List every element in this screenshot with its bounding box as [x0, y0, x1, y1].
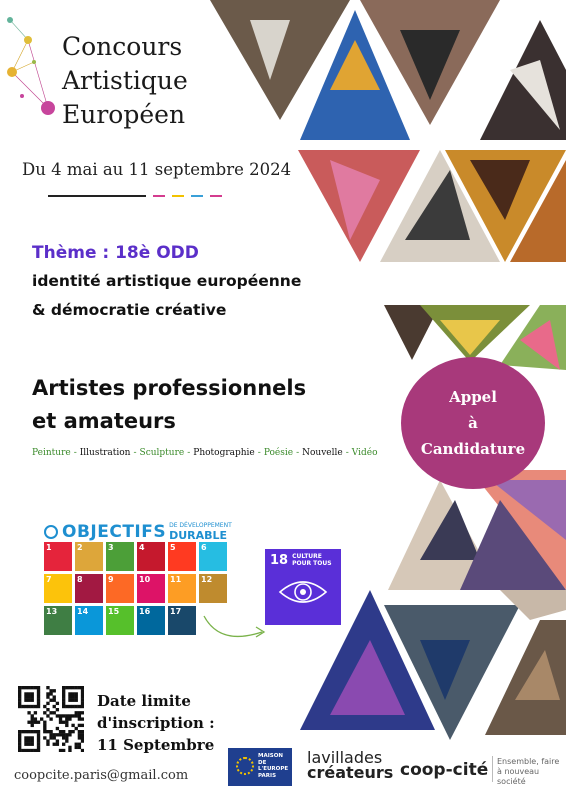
registration-deadline	[97, 690, 215, 756]
theme-heading: Thème : 18è ODD	[32, 243, 199, 263]
villa-logo-line: créateurs	[307, 763, 394, 782]
sdg-header-sub1: DE DÉVELOPPEMENT	[169, 522, 232, 529]
discipline-item: Poésie	[263, 448, 294, 458]
accent-dash	[172, 195, 184, 197]
sdg18-label: CULTURE	[292, 553, 322, 560]
sdg-goal-tile: 13	[44, 606, 72, 635]
appel-line: Appel	[449, 388, 497, 406]
logo-divider	[492, 756, 493, 782]
discipline-item: Illustration	[79, 448, 131, 458]
coop-cite-tagline	[497, 757, 566, 787]
eye-icon	[270, 568, 336, 614]
accent-dash	[210, 195, 222, 197]
coop-cite-tagline-line: Ensemble, faire	[497, 757, 560, 766]
title-line: Artistique	[62, 66, 188, 95]
villa-des-createurs-logo	[307, 750, 393, 780]
sdg-goal-tile: 4	[137, 542, 165, 571]
appel-line: Candidature	[420, 440, 526, 458]
title-line: Européen	[62, 100, 186, 129]
deadline-line: Date limite	[97, 692, 191, 710]
sdg18-tile	[265, 549, 341, 625]
audience-line: et amateurs	[32, 409, 176, 433]
audience-line: Artistes professionnels	[32, 376, 307, 400]
sdg-goal-tile: 16	[137, 606, 165, 635]
sdg-goal-tile: 2	[75, 542, 103, 571]
deadline-line: 11 Septembre	[97, 736, 215, 754]
divider-rule	[48, 195, 146, 197]
sdg-goal-tile: 15	[106, 606, 134, 635]
sdg-goal-tile: 1	[44, 542, 72, 571]
appel-line: à	[468, 414, 478, 432]
contest-dates: Du 4 mai au 11 septembre 2024	[22, 160, 292, 179]
sdg-goal-tile: 7	[44, 574, 72, 603]
title-line: Concours	[62, 32, 183, 61]
sdg-goals-grid	[44, 542, 224, 635]
sdg-header-main: OBJECTIFS	[62, 522, 167, 542]
sdg-header-sub2: DURABLE	[169, 529, 228, 542]
sdg-goal-tile: 17	[168, 606, 196, 635]
discipline-item: Nouvelle	[302, 448, 343, 458]
call-for-applications-badge	[401, 357, 545, 489]
coop-cite-logo: coop-cité	[400, 760, 489, 780]
sdg-goal-tile: 8	[75, 574, 103, 603]
un-emblem-icon	[44, 525, 58, 539]
sdg18-label: POUR TOUS	[292, 560, 332, 567]
discipline-separator: -	[133, 448, 137, 458]
maison-europe-logo: MAISON DE L'EUROPE PARIS	[228, 748, 292, 786]
discipline-separator: -	[296, 448, 300, 458]
coop-cite-tagline-line: à nouveau société	[497, 767, 540, 786]
sdg18-number: 18	[270, 553, 289, 568]
sdg-header	[44, 522, 232, 542]
discipline-item: Sculpture	[139, 448, 185, 458]
qr-code[interactable]	[18, 686, 84, 752]
deadline-line: d'inscription :	[97, 714, 215, 732]
sdg-goal-tile: 10	[137, 574, 165, 603]
eu-stars-icon	[236, 757, 254, 775]
discipline-separator: -	[257, 448, 261, 458]
arrow-icon	[200, 612, 270, 648]
sdg-goal-tile: 12	[199, 574, 227, 603]
discipline-separator: -	[345, 448, 349, 458]
sdg-goal-tile: 11	[168, 574, 196, 603]
discipline-separator: -	[73, 448, 77, 458]
page-title	[62, 30, 252, 132]
sdg-goal-tile: 3	[106, 542, 134, 571]
discipline-item: Peinture	[32, 448, 71, 458]
villa-logo-line: lavillades	[307, 748, 383, 767]
accent-dash	[153, 195, 165, 197]
contact-email[interactable]: coopcite.paris@gmail.com	[14, 768, 189, 783]
discipline-item: Photographie	[193, 448, 255, 458]
sdg-goal-tile: 14	[75, 606, 103, 635]
sdg-header-sub	[169, 522, 232, 542]
theme-line: identité artistique européenne	[32, 272, 302, 290]
sdg-goal-tile: 5	[168, 542, 196, 571]
network-dots-decoration	[7, 17, 55, 115]
theme-line: & démocratie créative	[32, 301, 227, 319]
discipline-item: Vidéo	[351, 448, 378, 458]
sdg-goal-tile: 6	[199, 542, 227, 571]
discipline-separator: -	[187, 448, 191, 458]
sdg-goal-tile: 9	[106, 574, 134, 603]
disciplines-list	[32, 448, 378, 458]
audience-heading	[32, 372, 306, 438]
accent-dash	[191, 195, 203, 197]
